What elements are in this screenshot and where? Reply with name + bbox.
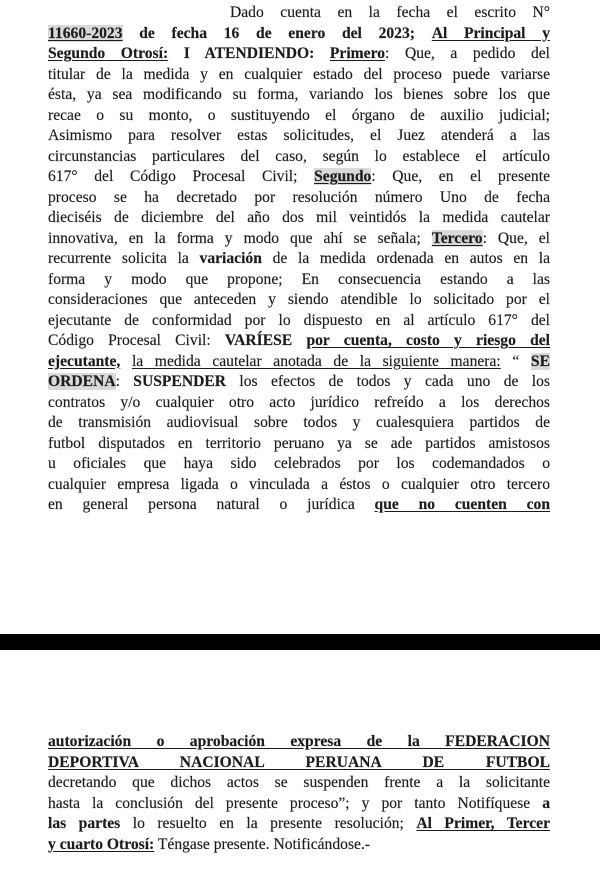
text-segment: Segundo [314,168,372,185]
text-segment: ejecutante de conformidad por lo dispuesto en al artículo 617° del [48,311,550,329]
text-segment [292,332,306,349]
text-segment [314,45,330,62]
text-segment: las partes [48,815,121,832]
text-line [48,393,550,414]
text-line [48,147,550,168]
text-line [48,372,550,393]
text-line [48,249,550,270]
text-segment: titular de la medida y en cualquier estado del proceso puede variarse [48,65,550,83]
text-segment: ejecutante, [48,352,121,370]
text-segment: y cuarto Otrosí: [48,835,155,853]
text-line [48,167,550,188]
text-segment: : Que, en el presente [371,168,550,185]
text-segment: la medida cautelar anotada de la siguiente manera: [131,352,501,370]
text-line [48,773,550,794]
text-line [48,106,550,127]
text-segment: variación [199,250,262,267]
text-segment: 11660-2023 [48,24,123,42]
text-segment: ORDENA [48,373,116,390]
text-segment [415,25,432,42]
text-segment: circunstancias particulares del caso, según lo establece el artículo [48,147,550,165]
text-segment: recurrente solicita la [48,250,200,267]
text-line [48,475,550,496]
text-line [48,495,550,516]
text-line [48,24,550,45]
resolution-text-upper [48,3,550,516]
text-segment: por cuenta, costo y riesgo del [306,332,551,349]
text-line [48,753,550,774]
page-break-bar [0,634,600,650]
text-segment: Asimismo para resolver estas solicitudes, el Juez atenderá a las [48,127,550,144]
text-segment: ésta, ya sea modificando su forma, variando los bienes sobre los que [48,86,550,103]
text-segment: a [542,794,550,812]
text-segment: contratos y/o cualquier otro acto jurídico refreído a los derechos [48,393,550,411]
text-segment: cualquier empresa ligada o vinculada a éstos o cualquier otro tercero [48,475,550,493]
text-segment: forma y modo que propone; En consecuencia estando a las [48,270,550,288]
text-line [48,44,550,65]
text-segment: I ATENDIENDO: [183,45,315,62]
text-line [48,126,550,147]
text-segment: de fecha 16 de enero del 2023; [139,24,415,42]
text-segment: Al Primer, Tercer [416,815,551,832]
text-segment [168,45,184,62]
resolution-text-lower [48,732,550,855]
text-segment: de la medida ordenada en autos en la [261,250,550,267]
text-line [48,454,550,475]
text-segment: hasta la conclusión del presente proceso”; y por tanto Notifíquese [48,794,543,812]
text-segment: Segundo Otrosí: [48,45,169,62]
text-segment [120,353,132,370]
text-segment: Tercero [431,229,483,247]
text-line [48,65,550,86]
text-line [48,188,550,209]
text-segment: Al Principal y [431,24,550,42]
text-line [48,229,550,250]
text-line [48,290,550,311]
text-segment [123,25,140,42]
text-segment: 617° del Código Procesal Civil; [48,168,315,185]
text-segment: : Que, el [482,229,550,247]
text-segment: DEPORTIVA NACIONAL PERUANA DE FUTBOL [48,753,550,771]
text-line [48,732,550,753]
text-segment: consideraciones que anteceden y siendo atendible lo solicitado por el [48,291,550,308]
text-segment: lo resuelto en la presente resolución; [120,815,417,832]
text-segment: “ [500,352,531,370]
text-line [48,352,550,373]
text-segment: VARÍESE [224,332,293,349]
text-segment: SE [530,352,550,370]
text-segment: innovativa, en la forma y modo que ahí se señala; [48,229,432,247]
text-line [48,208,550,229]
text-segment: Téngase presente. Notificándose.- [154,835,371,853]
text-segment: autorización o aprobación expresa de la FEDERACION [48,733,550,750]
text-segment: dieciséis de diciembre del año dos mil veintidós la medida cautelar [48,209,550,226]
text-segment: en general persona natural o jurídica [48,496,375,513]
text-segment: recae o su monto, o sustituyendo el órgano de auxilio judicial; [48,106,550,124]
text-segment: que no cuenten con [374,496,550,513]
text-segment: SUSPENDER [133,373,227,390]
text-segment: los efectos de todos y cada uno de los [226,373,550,390]
text-segment: : Que, a pedido del [385,45,550,62]
text-line [48,270,550,291]
text-segment: proceso se ha decretado por resolución número Uno de fecha [48,188,550,206]
text-line [48,814,550,835]
text-line [48,331,550,352]
text-line [48,413,550,434]
text-line [48,794,550,815]
text-segment: Dado cuenta en la fecha el escrito N° [230,4,550,21]
text-line [48,835,550,856]
text-segment: u oficiales que haya sido celebrados por los codemandados o [48,455,550,472]
text-line [48,434,550,455]
text-segment: : [115,373,134,390]
text-segment: Primero [329,45,386,62]
text-segment: Código Procesal Civil: [48,332,225,349]
text-segment: de transmisión audiovisual sobre todos y cualesquiera partidos de [48,414,550,431]
text-line [48,311,550,332]
text-line [48,85,550,106]
text-segment: decretando que dichos actos se suspenden frente a la solicitante [48,774,550,791]
text-segment: futbol disputados en territorio peruano ya se ade partidos amistosos [48,434,550,452]
text-line [48,3,550,24]
